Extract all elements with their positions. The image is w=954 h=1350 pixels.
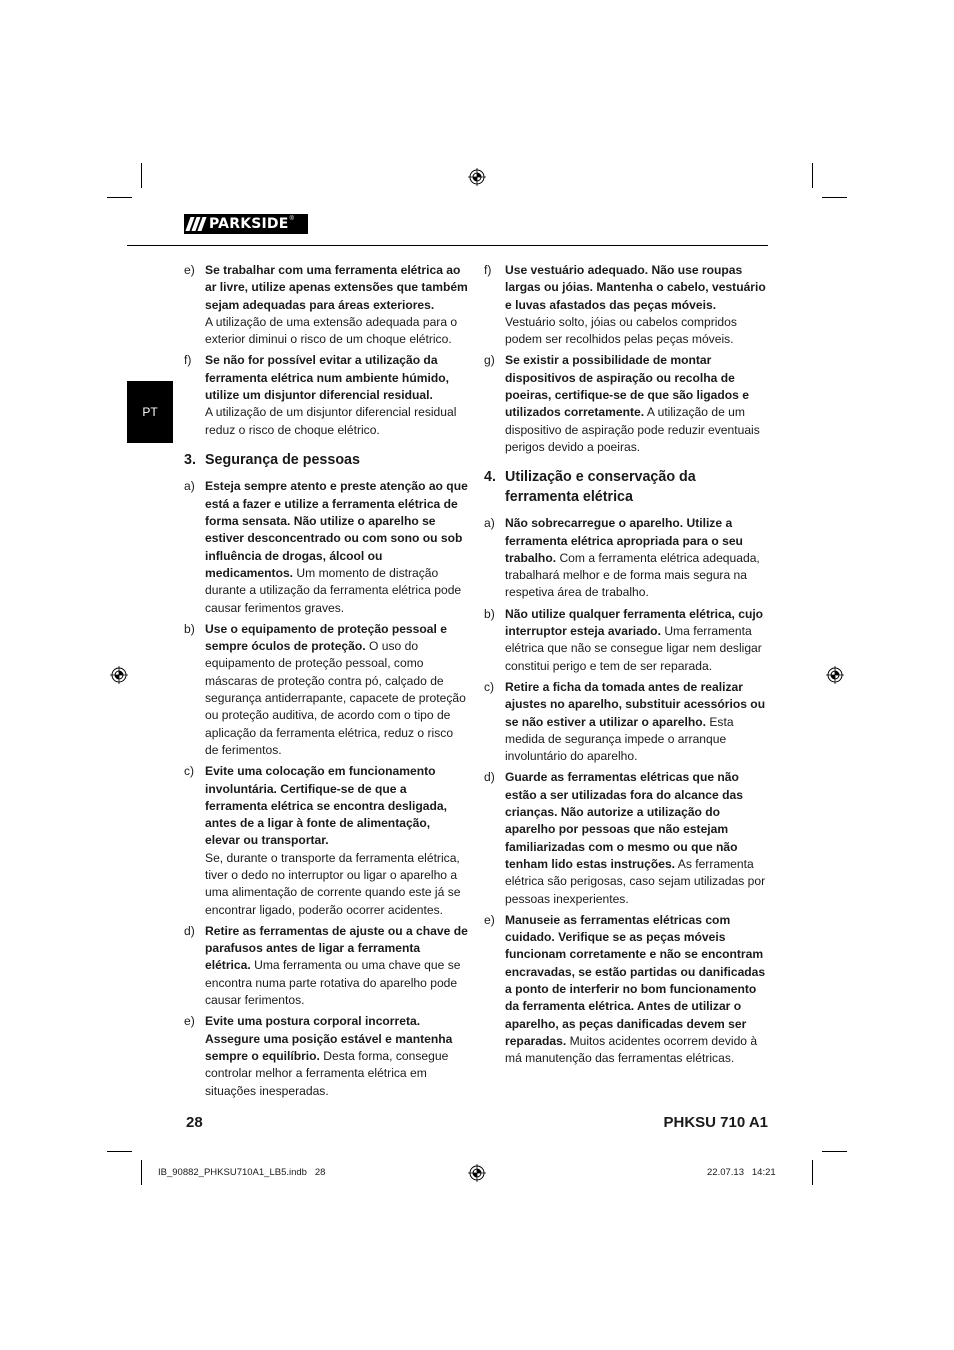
parkside-logo [184, 214, 308, 234]
list-item [184, 352, 468, 438]
item-explanation: A utilização de um disjuntor diferencial residual reduz o risco de choque elétrico. [205, 405, 457, 437]
item-instruction: Manuseie as ferramentas elétricas com cuidado. Verifique se as peças móveis funcionam corretamente e não se encontram encravadas, se estão partidas ou danificadas a ponto de interferir no bom funcionamento da ferramenta elétrica. Antes de utilizar o aparelho, as peças danificadas devem ser reparadas. [505, 912, 766, 1048]
item-label: b) [184, 621, 195, 636]
item-instruction: Evite uma colocação em funcionamento involuntária. Certifique-se de que a ferramenta elétrica se encontra desligada, antes de a ligar à fonte de alimentação, elevar ou transportar. [205, 764, 447, 848]
item-explanation: Um momento de distração durante a utilização da ferramenta elétrica pode causar ferimentos graves. [205, 565, 462, 615]
crop-mark [141, 163, 142, 188]
item-explanation: Com a ferramenta elétrica adequada, trabalhará melhor e de forma mais segura na respetiva área de trabalho. [505, 550, 760, 600]
item-instruction: Evite uma postura corporal incorreta. Assegure uma posição estável e mantenha sempre o equilíbrio. [205, 1014, 453, 1063]
item-label: d) [184, 923, 195, 938]
list-item [184, 923, 468, 1009]
list-item [484, 515, 768, 601]
item-instruction: Use o equipamento de proteção pessoal e sempre óculos de proteção. [205, 621, 447, 654]
crop-mark [812, 163, 813, 188]
print-slug-date: 22.07.13 14:21 [707, 1167, 776, 1178]
item-label: e) [484, 912, 495, 927]
item-label: g) [484, 353, 495, 368]
list-item [184, 763, 468, 919]
item-explanation: Muitos acidentes ocorrem devido à má manutenção das ferramentas elétricas. [505, 1033, 758, 1066]
crop-mark [822, 1151, 847, 1152]
header-rule [127, 245, 768, 246]
item-instruction: Não utilize qualquer ferramenta elétrica, cujo interruptor esteja avariado. [505, 606, 764, 639]
section-heading [484, 468, 768, 507]
language-tab: PT [127, 381, 173, 443]
item-explanation: Uma ferramenta ou uma chave que se encontra numa parte rotativa do aparelho pode causar ferimentos. [205, 958, 461, 1008]
item-explanation: O uso do equipamento de proteção pessoal, como máscaras de proteção contra pó, calçado de segurança antiderrapante, capacete de proteção ou proteção auditiva, de acordo com o tipo de aplicação da ferramenta elétrica, reduz o risco de ferimentos. [205, 639, 466, 757]
registration-mark-icon [468, 168, 486, 186]
item-instruction: Retire as ferramentas de ajuste ou a chave de parafusos antes de ligar a ferramenta elétrica. [205, 923, 468, 973]
item-label: c) [184, 764, 195, 779]
logo-text: PARKSIDE [209, 216, 289, 232]
item-explanation: Vestuário solto, jóias ou cabelos compridos podem ser recolhidos pelas peças móveis. [505, 314, 737, 347]
right-column [484, 262, 768, 1071]
item-explanation: A utilização de uma extensão adequada para o exterior diminui o risco de um choque elétrico. [205, 314, 458, 347]
item-instruction: Guarde as ferramentas elétricas que não estão a ser utilizadas fora do alcance das crianças. Não autorize a utilização do aparelho por pessoas que não estejam familiarizadas com o mesmo ou que não tenham lido estas instruções. [505, 770, 743, 871]
item-label: d) [484, 770, 495, 785]
item-explanation: Uma ferramenta elétrica que não se consegue ligar nem desligar constitui perigo e tem de ser reparada. [505, 624, 762, 673]
list-item [484, 352, 768, 456]
item-label: f) [184, 353, 192, 368]
list-item [184, 1013, 468, 1099]
left-column [184, 262, 468, 1104]
list-item [484, 769, 768, 907]
crop-mark [822, 197, 847, 198]
list-item [484, 606, 768, 675]
section-number: 4. [484, 469, 496, 486]
page-number: 28 [186, 1114, 203, 1131]
item-instruction: Não sobrecarregue o aparelho. Utilize a ferramenta elétrica apropriada para o seu trabalho. [505, 516, 743, 565]
registration-mark-icon [110, 666, 128, 684]
item-instruction: Retire a ficha da tomada antes de realizar ajustes no aparelho, substituir acessórios ou se não estiver a utilizar o aparelho. [505, 679, 766, 729]
item-explanation: Desta forma, consegue controlar melhor a ferramenta elétrica em situações inesperadas. [205, 1048, 449, 1098]
item-label: a) [484, 516, 495, 531]
list-item [484, 262, 768, 348]
section-heading [184, 451, 468, 471]
print-slug-file: IB_90882_PHKSU710A1_LB5.indb 28 [158, 1167, 326, 1178]
item-explanation: Se, durante o transporte da ferramenta elétrica, tiver o dedo no interruptor ou ligar o aparelho a uma alimentação de corrente quando este já se encontrar ligado, poderão ocorrer acidentes. [205, 850, 461, 917]
list-item [184, 262, 468, 348]
model-name: PHKSU 710 A1 [663, 1114, 768, 1131]
item-explanation: Esta medida de segurança impede o arranque involuntário do aparelho. [505, 714, 734, 764]
item-instruction: Esteja sempre atento e preste atenção ao que está a fazer e utilize a ferramenta elétrica de forma sensata. Não utilize o aparelho se estiver desconcentrado ou com sono ou sob influência de drogas, álcool ou medicamentos. [205, 479, 468, 580]
item-instruction: Use vestuário adequado. Não use roupas largas ou jóias. Mantenha o cabelo, vestuário e luvas afastados das peças móveis. [505, 263, 766, 312]
item-label: b) [484, 606, 495, 621]
item-explanation: As ferramenta elétrica são perigosas, caso sejam utilizadas por pessoas inexperientes. [505, 856, 766, 906]
crop-mark [812, 1160, 813, 1185]
crop-mark [141, 1160, 142, 1185]
item-instruction: Se não for possível evitar a utilização da ferramenta elétrica num ambiente húmido, utilize um disjuntor diferencial residual. [205, 353, 449, 403]
item-label: e) [184, 263, 195, 277]
registration-mark-icon [468, 1164, 486, 1182]
item-label: f) [484, 263, 492, 277]
item-instruction: Se trabalhar com uma ferramenta elétrica ao ar livre, utilize apenas extensões que também sejam adequadas para áreas exteriores. [205, 263, 468, 312]
list-item [484, 912, 768, 1068]
logo-slashes-icon [188, 217, 204, 231]
item-label: a) [184, 479, 195, 494]
section-title: Segurança de pessoas [205, 451, 360, 468]
item-instruction: Se existir a possibilidade de montar dispositivos de aspiração ou recolha de poeiras, certifique-se de que são ligados e utilizados corretamente. [505, 353, 749, 420]
list-item [184, 478, 468, 616]
list-item [184, 621, 468, 759]
registered-trademark-icon: ® [289, 216, 294, 222]
item-label: e) [184, 1014, 195, 1029]
section-title: Utilização e conservação da ferramenta elétrica [505, 469, 696, 505]
registration-mark-icon [826, 666, 844, 684]
item-label: c) [484, 679, 495, 694]
item-explanation: A utilização de um dispositivo de aspiração pode reduzir eventuais perigos devido a poeiras. [505, 405, 760, 454]
list-item [484, 679, 768, 765]
section-number: 3. [184, 451, 196, 468]
crop-mark [107, 1151, 132, 1152]
crop-mark [107, 197, 132, 198]
